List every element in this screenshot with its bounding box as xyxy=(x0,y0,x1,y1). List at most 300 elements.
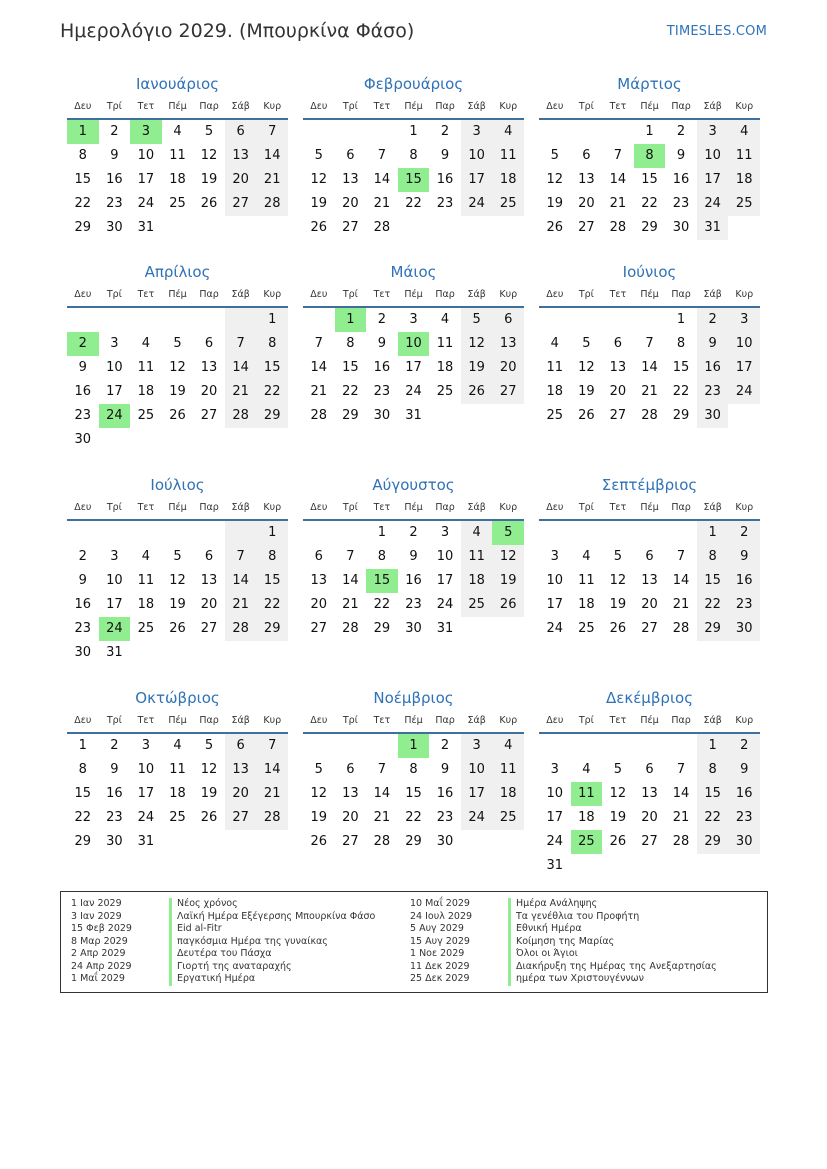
day-cell: 20 xyxy=(310,597,328,612)
day-cell: 25 xyxy=(546,408,564,423)
empty-cell xyxy=(366,120,398,144)
weekday-label: Δευ xyxy=(74,715,92,726)
day-cell: 30 xyxy=(672,220,690,235)
day-cell: 14 xyxy=(225,569,257,593)
day-cell: 31 xyxy=(546,858,564,873)
weekday-header xyxy=(303,497,524,521)
day-cell: 20 xyxy=(609,384,627,399)
day-cell: 31 xyxy=(436,621,454,636)
month-name: Δεκέμβριος xyxy=(605,689,693,707)
day-grid xyxy=(303,120,524,240)
day-cell: 13 xyxy=(310,573,328,588)
empty-cell xyxy=(571,120,603,144)
day-cell: 4 xyxy=(173,738,182,753)
day-cell: 22 xyxy=(697,806,729,830)
day-cell: 26 xyxy=(200,196,218,211)
weekday-label: Τετ xyxy=(373,101,391,112)
day-cell: 17 xyxy=(546,597,564,612)
day-cell: 7 xyxy=(377,148,387,163)
legend-date: 1 Ιαν 2029 xyxy=(71,898,122,909)
legend-holiday-name: Εργατική Ημέρα xyxy=(169,973,255,986)
day-cell: 28 xyxy=(225,617,257,641)
day-cell: 5 xyxy=(613,762,623,777)
day-grid xyxy=(539,734,760,878)
weekday-label: Τετ xyxy=(609,101,627,112)
weekday-label: Πέμ xyxy=(404,289,423,300)
day-cell: 15 xyxy=(74,172,92,187)
day-cell: 7 xyxy=(256,120,288,144)
weekday-label: Δευ xyxy=(310,502,328,513)
day-cell: 25 xyxy=(137,621,155,636)
empty-cell xyxy=(99,308,131,332)
day-cell-holiday: 24 xyxy=(99,617,131,641)
legend-holiday-name: Νέος χρόνος xyxy=(169,898,238,911)
day-cell: 4 xyxy=(461,521,493,545)
legend-item xyxy=(410,948,717,961)
weekday-label: Σάβ xyxy=(231,289,250,300)
holiday-legend xyxy=(60,891,768,993)
weekday-label: Σάβ xyxy=(703,289,722,300)
day-cell: 11 xyxy=(436,336,454,351)
day-cell: 9 xyxy=(110,762,119,777)
day-cell: 29 xyxy=(697,617,729,641)
day-cell: 17 xyxy=(546,810,564,825)
day-cell: 7 xyxy=(346,549,355,564)
day-cell: 22 xyxy=(342,384,359,399)
day-cell: 28 xyxy=(256,192,288,216)
day-cell: 11 xyxy=(137,360,155,375)
day-cell-holiday: 25 xyxy=(571,830,603,854)
day-cell: 10 xyxy=(106,360,123,375)
day-cell: 8 xyxy=(346,336,355,351)
empty-cell xyxy=(130,308,162,332)
legend-item xyxy=(71,961,375,974)
weekday-label: Τρί xyxy=(578,715,594,726)
day-cell: 25 xyxy=(728,192,760,216)
day-cell: 16 xyxy=(436,786,454,801)
month-block xyxy=(67,260,288,452)
month-name: Αύγουστος xyxy=(372,476,455,494)
weekday-label: Σάβ xyxy=(467,715,486,726)
day-cell: 6 xyxy=(492,308,524,332)
day-cell: 2 xyxy=(110,124,119,139)
day-cell: 24 xyxy=(461,806,493,830)
legend-date: 24 Απρ 2029 xyxy=(71,960,132,972)
day-cell: 13 xyxy=(342,172,359,187)
day-cell-holiday: 15 xyxy=(398,168,430,192)
day-cell: 6 xyxy=(346,148,355,163)
day-cell: 10 xyxy=(461,758,493,782)
day-cell: 7 xyxy=(645,336,654,351)
day-cell: 7 xyxy=(225,332,257,356)
weekday-label: Πέμ xyxy=(640,101,659,112)
weekday-label: Σάβ xyxy=(231,715,250,726)
day-cell: 6 xyxy=(204,336,214,351)
day-cell: 25 xyxy=(578,621,595,636)
day-cell: 30 xyxy=(728,830,760,854)
legend-holiday-name: Λαϊκή Ημέρα Εξέγερσης Μπουρκίνα Φάσο xyxy=(169,911,375,924)
day-cell: 25 xyxy=(436,384,454,399)
brand-link[interactable]: TIMESLES.COM xyxy=(666,24,767,39)
empty-cell xyxy=(99,521,131,545)
weekday-label: Παρ xyxy=(671,715,691,726)
day-cell: 18 xyxy=(169,172,186,187)
day-cell: 3 xyxy=(110,336,119,351)
empty-cell xyxy=(303,521,335,545)
weekday-label: Τετ xyxy=(609,289,627,300)
day-cell: 9 xyxy=(697,332,729,356)
legend-holiday-name: Ημέρα Ανάληψης xyxy=(508,898,597,911)
empty-cell xyxy=(539,521,571,545)
weekday-label: Δευ xyxy=(546,502,564,513)
day-cell: 12 xyxy=(310,172,328,187)
day-cell: 3 xyxy=(550,549,559,564)
legend-item xyxy=(410,898,717,911)
month-block xyxy=(539,686,760,878)
weekday-label: Τετ xyxy=(137,502,155,513)
weekday-label: Τετ xyxy=(373,502,391,513)
weekday-label: Κυρ xyxy=(735,101,754,112)
day-cell: 21 xyxy=(310,384,328,399)
month-block xyxy=(303,686,524,854)
day-cell: 26 xyxy=(578,408,595,423)
day-cell: 29 xyxy=(74,834,92,849)
day-cell: 12 xyxy=(609,786,627,801)
month-name: Απρίλιος xyxy=(144,263,211,281)
day-cell: 6 xyxy=(225,734,257,758)
day-cell: 2 xyxy=(697,308,729,332)
day-cell: 18 xyxy=(546,384,564,399)
month-name: Ιούνιος xyxy=(622,263,677,281)
day-cell: 2 xyxy=(728,734,760,758)
day-cell: 4 xyxy=(141,549,151,564)
day-cell: 18 xyxy=(578,597,595,612)
day-cell-holiday: 3 xyxy=(130,120,162,144)
day-cell: 16 xyxy=(728,569,760,593)
day-cell: 2 xyxy=(110,738,119,753)
day-cell: 21 xyxy=(256,782,288,806)
day-cell: 22 xyxy=(74,810,92,825)
day-cell: 19 xyxy=(200,786,218,801)
day-cell: 26 xyxy=(169,408,186,423)
day-cell: 9 xyxy=(676,148,686,163)
day-cell: 10 xyxy=(461,144,493,168)
weekday-label: Κυρ xyxy=(735,715,754,726)
day-cell: 10 xyxy=(546,573,564,588)
day-cell: 11 xyxy=(137,573,155,588)
day-cell: 6 xyxy=(225,120,257,144)
day-cell: 26 xyxy=(492,593,524,617)
day-cell: 3 xyxy=(409,312,418,327)
day-cell: 4 xyxy=(492,734,524,758)
day-cell: 20 xyxy=(641,810,658,825)
day-cell: 24 xyxy=(728,380,760,404)
day-cell: 3 xyxy=(141,738,151,753)
day-cell-holiday: 1 xyxy=(398,734,430,758)
day-cell: 5 xyxy=(204,738,214,753)
empty-cell xyxy=(634,734,666,758)
weekday-label: Τετ xyxy=(373,715,391,726)
weekday-header xyxy=(303,710,524,734)
legend-holiday-name: Διακήρυξη της Ημέρας της Ανεξαρτησίας xyxy=(508,961,717,974)
weekday-label: Τετ xyxy=(609,715,627,726)
weekday-label: Τρί xyxy=(106,289,122,300)
day-cell: 26 xyxy=(200,810,218,825)
day-cell: 24 xyxy=(697,192,729,216)
day-cell: 24 xyxy=(546,621,564,636)
day-cell: 24 xyxy=(461,192,493,216)
day-cell: 18 xyxy=(492,168,524,192)
day-cell: 6 xyxy=(204,549,214,564)
day-cell: 11 xyxy=(461,545,493,569)
day-cell: 5 xyxy=(613,549,623,564)
day-cell: 3 xyxy=(440,525,450,540)
weekday-label: Σάβ xyxy=(703,502,722,513)
day-cell: 14 xyxy=(672,786,690,801)
empty-cell xyxy=(67,308,99,332)
day-cell: 18 xyxy=(137,384,155,399)
day-cell: 9 xyxy=(409,549,418,564)
day-cell: 21 xyxy=(373,196,391,211)
day-cell-holiday: 15 xyxy=(366,569,398,593)
day-cell: 4 xyxy=(582,762,591,777)
day-cell: 14 xyxy=(256,144,288,168)
weekday-label: Τρί xyxy=(106,715,122,726)
day-cell: 21 xyxy=(225,380,257,404)
month-name: Ιανουάριος xyxy=(135,75,219,93)
day-cell: 17 xyxy=(728,356,760,380)
empty-cell xyxy=(665,734,697,758)
day-cell: 26 xyxy=(461,380,493,404)
day-cell: 8 xyxy=(78,762,87,777)
month-block xyxy=(303,72,524,240)
legend-item xyxy=(410,911,717,924)
day-cell: 28 xyxy=(641,408,658,423)
day-cell: 8 xyxy=(409,762,418,777)
legend-item xyxy=(71,898,375,911)
month-block xyxy=(303,260,524,428)
day-cell: 23 xyxy=(405,597,422,612)
day-cell: 12 xyxy=(169,573,186,588)
legend-date: 11 Δεκ 2029 xyxy=(410,960,470,972)
month-block xyxy=(67,686,288,854)
day-cell: 6 xyxy=(613,336,623,351)
day-cell: 18 xyxy=(492,782,524,806)
day-cell: 19 xyxy=(546,196,564,211)
day-cell: 9 xyxy=(377,336,387,351)
weekday-label: Σάβ xyxy=(467,101,486,112)
day-cell: 28 xyxy=(225,404,257,428)
day-cell: 30 xyxy=(106,834,123,849)
day-cell: 2 xyxy=(440,738,450,753)
day-cell: 8 xyxy=(697,545,729,569)
weekday-label: Παρ xyxy=(199,101,219,112)
day-cell: 19 xyxy=(310,810,328,825)
day-cell: 5 xyxy=(314,148,323,163)
day-cell: 4 xyxy=(550,336,559,351)
day-cell: 5 xyxy=(550,148,559,163)
day-cell: 3 xyxy=(110,549,119,564)
weekday-label: Τετ xyxy=(137,715,155,726)
day-cell: 3 xyxy=(728,308,760,332)
weekday-label: Παρ xyxy=(199,289,219,300)
empty-cell xyxy=(162,521,194,545)
day-cell: 14 xyxy=(373,786,391,801)
weekday-label: Δευ xyxy=(74,289,92,300)
day-cell: 30 xyxy=(697,404,729,428)
day-cell: 6 xyxy=(582,148,591,163)
day-cell: 15 xyxy=(256,356,288,380)
day-cell: 26 xyxy=(609,621,627,636)
day-grid xyxy=(303,521,524,641)
day-cell: 8 xyxy=(256,545,288,569)
day-cell: 22 xyxy=(256,593,288,617)
day-cell: 13 xyxy=(200,573,218,588)
day-cell: 11 xyxy=(578,573,595,588)
empty-cell xyxy=(193,521,225,545)
day-cell: 28 xyxy=(672,834,690,849)
day-cell: 16 xyxy=(728,782,760,806)
day-cell: 10 xyxy=(728,332,760,356)
day-cell: 28 xyxy=(256,806,288,830)
weekday-label: Τρί xyxy=(106,101,122,112)
weekday-label: Σάβ xyxy=(231,502,250,513)
day-cell: 1 xyxy=(78,738,87,753)
day-cell: 31 xyxy=(106,645,123,660)
day-cell: 14 xyxy=(672,573,690,588)
day-cell: 18 xyxy=(578,810,595,825)
day-cell: 5 xyxy=(204,124,214,139)
day-cell: 1 xyxy=(256,521,288,545)
legend-item xyxy=(410,923,717,936)
weekday-header xyxy=(539,497,760,521)
day-cell: 9 xyxy=(728,545,760,569)
month-block xyxy=(539,260,760,428)
day-cell: 17 xyxy=(106,597,123,612)
month-name: Νοέμβριος xyxy=(373,689,454,707)
weekday-label: Τρί xyxy=(342,289,358,300)
day-cell: 5 xyxy=(173,549,182,564)
weekday-label: Πέμ xyxy=(404,715,423,726)
day-cell: 27 xyxy=(609,408,627,423)
month-block xyxy=(67,72,288,240)
weekday-label: Κυρ xyxy=(263,101,282,112)
day-grid xyxy=(67,521,288,665)
day-cell: 29 xyxy=(405,834,422,849)
day-cell: 2 xyxy=(78,549,87,564)
day-cell: 19 xyxy=(492,569,524,593)
day-cell: 11 xyxy=(169,762,186,777)
weekday-label: Τετ xyxy=(137,289,155,300)
weekday-label: Δευ xyxy=(74,101,92,112)
day-cell: 21 xyxy=(672,810,690,825)
day-cell: 23 xyxy=(106,196,123,211)
weekday-label: Κυρ xyxy=(263,289,282,300)
day-cell: 23 xyxy=(436,196,454,211)
weekday-header xyxy=(303,96,524,120)
empty-cell xyxy=(539,120,571,144)
weekday-label: Δευ xyxy=(546,289,564,300)
weekday-label: Τρί xyxy=(578,289,594,300)
day-cell: 28 xyxy=(672,621,690,636)
day-cell: 9 xyxy=(110,148,119,163)
weekday-label: Κυρ xyxy=(499,502,518,513)
day-cell: 4 xyxy=(728,120,760,144)
day-cell: 25 xyxy=(492,806,524,830)
day-cell: 12 xyxy=(546,172,564,187)
day-cell: 23 xyxy=(373,384,391,399)
day-cell: 22 xyxy=(373,597,391,612)
day-cell: 29 xyxy=(641,220,658,235)
day-cell: 20 xyxy=(342,196,359,211)
weekday-header xyxy=(67,96,288,120)
day-cell: 24 xyxy=(405,384,422,399)
empty-cell xyxy=(366,734,398,758)
weekday-label: Κυρ xyxy=(263,502,282,513)
weekday-label: Πέμ xyxy=(168,101,187,112)
day-cell: 16 xyxy=(672,172,690,187)
day-cell: 7 xyxy=(676,762,686,777)
weekday-label: Κυρ xyxy=(499,289,518,300)
day-cell: 29 xyxy=(74,220,92,235)
day-cell: 15 xyxy=(697,569,729,593)
legend-item xyxy=(71,911,375,924)
day-cell: 7 xyxy=(613,148,623,163)
day-cell: 13 xyxy=(578,172,595,187)
day-cell: 23 xyxy=(74,621,92,636)
day-cell: 2 xyxy=(377,312,387,327)
day-grid xyxy=(303,734,524,854)
day-cell: 29 xyxy=(373,621,391,636)
day-cell: 1 xyxy=(409,124,418,139)
day-cell: 14 xyxy=(641,360,658,375)
day-cell: 4 xyxy=(141,336,151,351)
day-cell: 11 xyxy=(492,144,524,168)
day-cell: 12 xyxy=(169,360,186,375)
day-cell: 26 xyxy=(609,834,627,849)
day-cell: 12 xyxy=(492,545,524,569)
legend-holiday-name: παγκόσμια Ημέρα της γυναίκας xyxy=(169,936,328,949)
month-name: Οκτώβριος xyxy=(135,689,220,707)
weekday-header xyxy=(539,284,760,308)
weekday-label: Παρ xyxy=(435,502,455,513)
day-cell: 21 xyxy=(342,597,359,612)
day-cell: 24 xyxy=(546,834,564,849)
day-cell: 15 xyxy=(672,360,690,375)
month-block xyxy=(539,473,760,641)
legend-date: 1 Μαΐ 2029 xyxy=(71,973,125,984)
day-cell: 11 xyxy=(492,758,524,782)
day-cell: 13 xyxy=(609,360,627,375)
day-cell: 5 xyxy=(173,336,182,351)
legend-date: 25 Δεκ 2029 xyxy=(410,973,470,984)
day-cell: 17 xyxy=(137,786,155,801)
month-name: Μάιος xyxy=(390,263,437,281)
day-cell: 19 xyxy=(310,196,328,211)
legend-date: 10 Μαΐ 2029 xyxy=(410,898,470,909)
day-cell: 18 xyxy=(436,360,454,375)
day-cell: 15 xyxy=(405,786,422,801)
day-cell: 13 xyxy=(641,573,658,588)
day-cell: 16 xyxy=(436,172,454,187)
weekday-label: Σάβ xyxy=(467,289,486,300)
day-cell: 13 xyxy=(342,786,359,801)
day-cell: 27 xyxy=(641,834,658,849)
day-cell: 22 xyxy=(74,196,92,211)
day-cell: 7 xyxy=(314,336,323,351)
day-cell: 16 xyxy=(405,573,422,588)
day-cell: 31 xyxy=(405,408,422,423)
